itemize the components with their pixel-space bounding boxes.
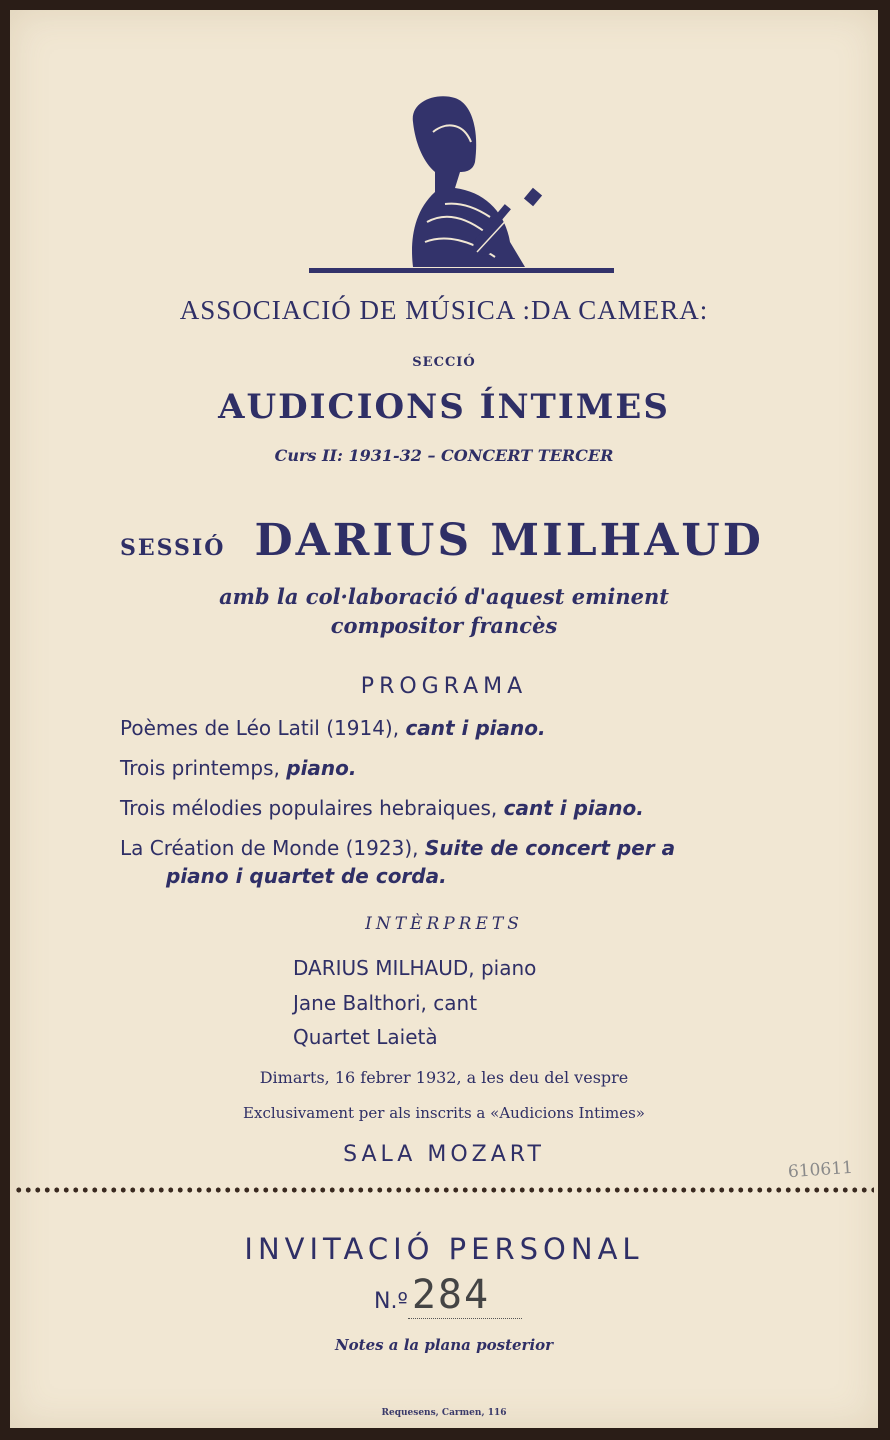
printer-imprint: Requesens, Carmen, 116 xyxy=(381,1408,507,1418)
program-item-title: La Création de Monde (1923), xyxy=(120,836,425,860)
session-title xyxy=(120,515,764,566)
collaboration-line-2: compositor francès xyxy=(330,613,558,638)
venue-name: SALA MOZART xyxy=(343,1142,545,1167)
notes-reference: Notes a la plana posterior xyxy=(334,1336,554,1354)
stub-title: INVITACIÓ PERSONAL xyxy=(244,1232,644,1266)
invitation-card xyxy=(10,10,878,1428)
program-item xyxy=(120,834,780,890)
performers-heading: INTÈRPRETS xyxy=(365,914,523,934)
section-label: SECCIÓ xyxy=(412,355,476,370)
session-label: SESSIÓ xyxy=(120,535,226,561)
program-item-detail-continued: piano i quartet de corda. xyxy=(166,864,447,888)
course-info: Curs II: 1931-32 – CONCERT TERCER xyxy=(274,446,614,465)
catalog-number: 610611 xyxy=(787,1157,854,1183)
performer-entry: DARIUS MILHAUD, piano xyxy=(293,956,537,980)
program-item xyxy=(120,754,780,782)
session-name: DARIUS MILHAUD xyxy=(254,515,764,566)
program-item-detail: piano. xyxy=(286,756,357,780)
program-item-title: Trois mélodies populaires hebraiques, xyxy=(120,796,504,820)
event-date: Dimarts, 16 febrer 1932, a les deu del vespre xyxy=(259,1068,629,1087)
perforation-line xyxy=(14,1186,874,1194)
exclusivity-note: Exclusivament per als inscrits a «Audicions Intimes» xyxy=(243,1104,645,1122)
organization-name: ASSOCIACIÓ DE MÚSICA :DA CAMERA: xyxy=(179,295,709,325)
program-heading: PROGRAMA xyxy=(360,674,528,699)
section-name: AUDICIONS ÍNTIMES xyxy=(218,387,670,427)
collaboration-line-1: amb la col·laboració d'aquest eminent xyxy=(219,584,669,609)
program-item xyxy=(120,714,780,742)
number-value: 284 xyxy=(408,1272,522,1319)
collaboration-note xyxy=(10,582,878,640)
program-item-title: Trois printemps, xyxy=(120,756,287,780)
musician-figure-logo xyxy=(295,92,615,277)
program-item-detail: cant i piano. xyxy=(503,796,644,820)
performer-entry: Quartet Laietà xyxy=(293,1025,438,1049)
program-item-detail: Suite de concert per a xyxy=(424,836,676,860)
program-item xyxy=(120,794,780,822)
program-item-detail: cant i piano. xyxy=(405,716,546,740)
invitation-number xyxy=(374,1272,522,1319)
performer-entry: Jane Balthori, cant xyxy=(293,991,478,1015)
program-item-title: Poèmes de Léo Latil (1914), xyxy=(120,716,406,740)
number-label: N.º xyxy=(374,1289,408,1314)
